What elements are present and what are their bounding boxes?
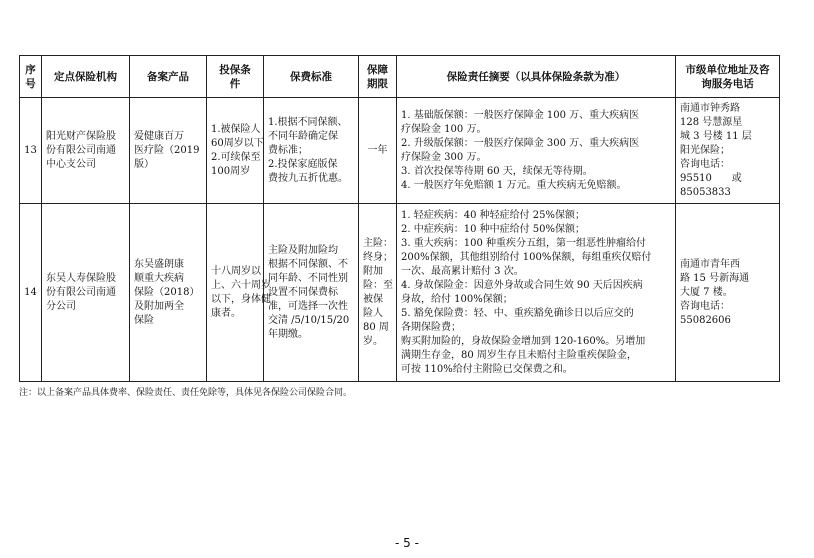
cell-line: 80 周 xyxy=(363,321,389,333)
cell-line: 阳光保险； xyxy=(680,144,730,156)
cell-line: 4. 身故保险金：因意外身故或合同生效 90 天后因疾病 xyxy=(401,279,643,291)
cell-line: 各期保险费； xyxy=(401,321,461,333)
cell-line: 60周岁以下 xyxy=(211,137,264,149)
cell-line: 身故，给付 100%保额； xyxy=(401,293,513,305)
table-row xyxy=(20,98,780,204)
cell-line: 不同年龄确定保 xyxy=(268,130,338,142)
header-period: 保障期限 xyxy=(359,56,397,98)
footnote: 注：以上备案产品具体费率、保险责任、责任免除等，具体见各保险公司保险合同。 xyxy=(19,388,353,398)
cell-line: 大厦 7 楼。 xyxy=(680,286,733,298)
cell-line: 一年 xyxy=(367,144,388,156)
table-header-row xyxy=(20,56,780,98)
header-index: 序号 xyxy=(20,56,42,98)
cell-line: 附加 xyxy=(363,265,383,277)
row-period xyxy=(359,98,397,204)
cell-line: 份有限公司南通 xyxy=(46,286,116,298)
cell-line: 主险： xyxy=(363,237,393,249)
row-conditions xyxy=(207,204,271,382)
cell-line: 分公司 xyxy=(46,300,76,312)
cell-line: 十八周岁以 xyxy=(211,265,261,277)
cell-line: 被保 xyxy=(363,293,383,305)
cell-line: 1. 基础版保额：一般医疗保障金 100 万、重大疾病医 xyxy=(401,109,640,121)
cell-line: 5. 豁免保险费：轻、中、重疾豁免确诊日以后应交的 xyxy=(401,307,634,319)
cell-line: 一次、最高累计赔付 3 次。 xyxy=(401,265,524,277)
table-row xyxy=(20,204,780,382)
cell-line: 城 3 号楼 11 层 xyxy=(680,130,752,142)
row-institution xyxy=(42,98,130,204)
cell-line: 128 号慧源星 xyxy=(680,116,743,128)
cell-line: 终身； xyxy=(363,251,393,263)
cell-line: 交清 /5/10/15/20 xyxy=(268,314,350,326)
cell-line: 及附加两全 xyxy=(134,300,184,312)
cell-line: 东吴人寿保险股 xyxy=(46,272,116,284)
cell-line: 疗保险金 100 万。 xyxy=(401,123,487,135)
header-conditions: 投保条件 xyxy=(207,56,264,98)
cell-line: 2. 中症疾病：10 种中症给付 50%保额； xyxy=(401,223,586,235)
cell-line: 顺重大疾病 xyxy=(134,272,184,284)
header-liability: 保险责任摘要（以具体保险条款为准） xyxy=(397,56,676,98)
cell-line: 2. 升级版保额：一般医疗保障金 300 万、重大疾病医 xyxy=(401,137,640,149)
cell-line: 购买附加险的，身故保险金增加到 120-160%。另增加 xyxy=(401,335,646,347)
cell-line: 南通市钟秀路 xyxy=(680,102,740,114)
cell-line: 保险 xyxy=(134,314,154,326)
cell-line: 东吴盛朗康 xyxy=(134,258,184,270)
cell-line: 咨询电话： xyxy=(680,158,730,170)
cell-line: 岁。 xyxy=(363,335,383,347)
cell-line: 95510 或 xyxy=(680,172,742,184)
header-contact: 市级单位地址及咨询服务电话 xyxy=(676,56,780,98)
row-standard xyxy=(264,204,359,382)
cell-line: 同年龄、不同性别 xyxy=(268,272,348,284)
cell-line: 爱健康百万 xyxy=(134,130,184,142)
cell-line: 康者。 xyxy=(211,307,241,319)
header-standard: 保费标准 xyxy=(264,56,359,98)
cell-line: 2.可续保至 xyxy=(211,151,261,163)
row-product xyxy=(130,204,207,382)
row-liability xyxy=(397,98,676,204)
row-product xyxy=(130,98,207,204)
cell-line: 100周岁 xyxy=(211,165,251,177)
cell-line: 份有限公司南通 xyxy=(46,144,116,156)
cell-line: 1.根据不同保额、 xyxy=(268,116,348,128)
cell-line: 3. 首次投保等待期 60 天，续保无等待期。 xyxy=(401,165,593,177)
cell-line: 3. 重大疾病：100 种重疾分五组，第一组恶性肿瘤给付 xyxy=(401,237,646,249)
cell-line: 以下，身体健 xyxy=(211,293,271,305)
cell-line: 保险（2018） xyxy=(134,286,200,298)
cell-line: 咨询电话： xyxy=(680,300,730,312)
row-institution xyxy=(42,204,130,382)
cell-line: 设置不同保费标 xyxy=(268,286,338,298)
cell-line: 2.投保家庭版保 xyxy=(268,158,338,170)
row-contact xyxy=(676,98,780,204)
row-contact xyxy=(676,204,780,382)
row-index: 13 xyxy=(20,98,42,204)
cell-line: 费标准； xyxy=(268,144,308,156)
cell-line: 险人 xyxy=(363,307,383,319)
cell-line: 费按九五折优惠。 xyxy=(268,172,348,184)
cell-line: 根据不同保额、不 xyxy=(268,258,348,270)
cell-line: 55082606 xyxy=(680,314,731,326)
cell-line: 准，可选择一次性 xyxy=(268,300,348,312)
row-index: 14 xyxy=(20,204,42,382)
cell-line: 年期缴。 xyxy=(268,328,308,340)
header-product: 备案产品 xyxy=(130,56,207,98)
cell-line: 主险及附加险均 xyxy=(268,244,338,256)
cell-line: 险：至 xyxy=(363,279,393,291)
cell-line: 85053833 xyxy=(680,186,731,198)
cell-line: 1.被保险人 xyxy=(211,123,261,135)
cell-line: 4. 一般医疗年免赔额 1 万元。重大疾病无免赔额。 xyxy=(401,179,627,191)
cell-line: 路 15 号新海通 xyxy=(680,272,750,284)
row-standard xyxy=(264,98,359,204)
cell-line: 疗保险金 300 万。 xyxy=(401,151,487,163)
cell-line: 可按 110%给付主附险已交保费之和。 xyxy=(401,363,573,375)
cell-line: 阳光财产保险股 xyxy=(46,130,116,142)
header-institution: 定点保险机构 xyxy=(42,56,130,98)
row-conditions xyxy=(207,98,264,204)
cell-line: 中心支公司 xyxy=(46,158,96,170)
cell-line: 满期生存金，80 周岁生存且未赔付主险重疾保险金， xyxy=(401,349,637,361)
cell-line: 上、六十周岁 xyxy=(211,279,271,291)
page-number: - 5 - xyxy=(395,536,419,550)
row-period xyxy=(359,204,397,382)
cell-line: 医疗险（2019 xyxy=(134,144,200,156)
cell-line: 版） xyxy=(134,158,154,170)
cell-line: 1. 轻症疾病：40 种轻症给付 25%保额； xyxy=(401,209,586,221)
insurance-product-table xyxy=(19,55,780,382)
cell-line: 南通市青年西 xyxy=(680,258,740,270)
row-liability xyxy=(397,204,676,382)
cell-line: 200%保额，其他组别给付 100%保额，每组重疾仅赔付 xyxy=(401,251,652,263)
